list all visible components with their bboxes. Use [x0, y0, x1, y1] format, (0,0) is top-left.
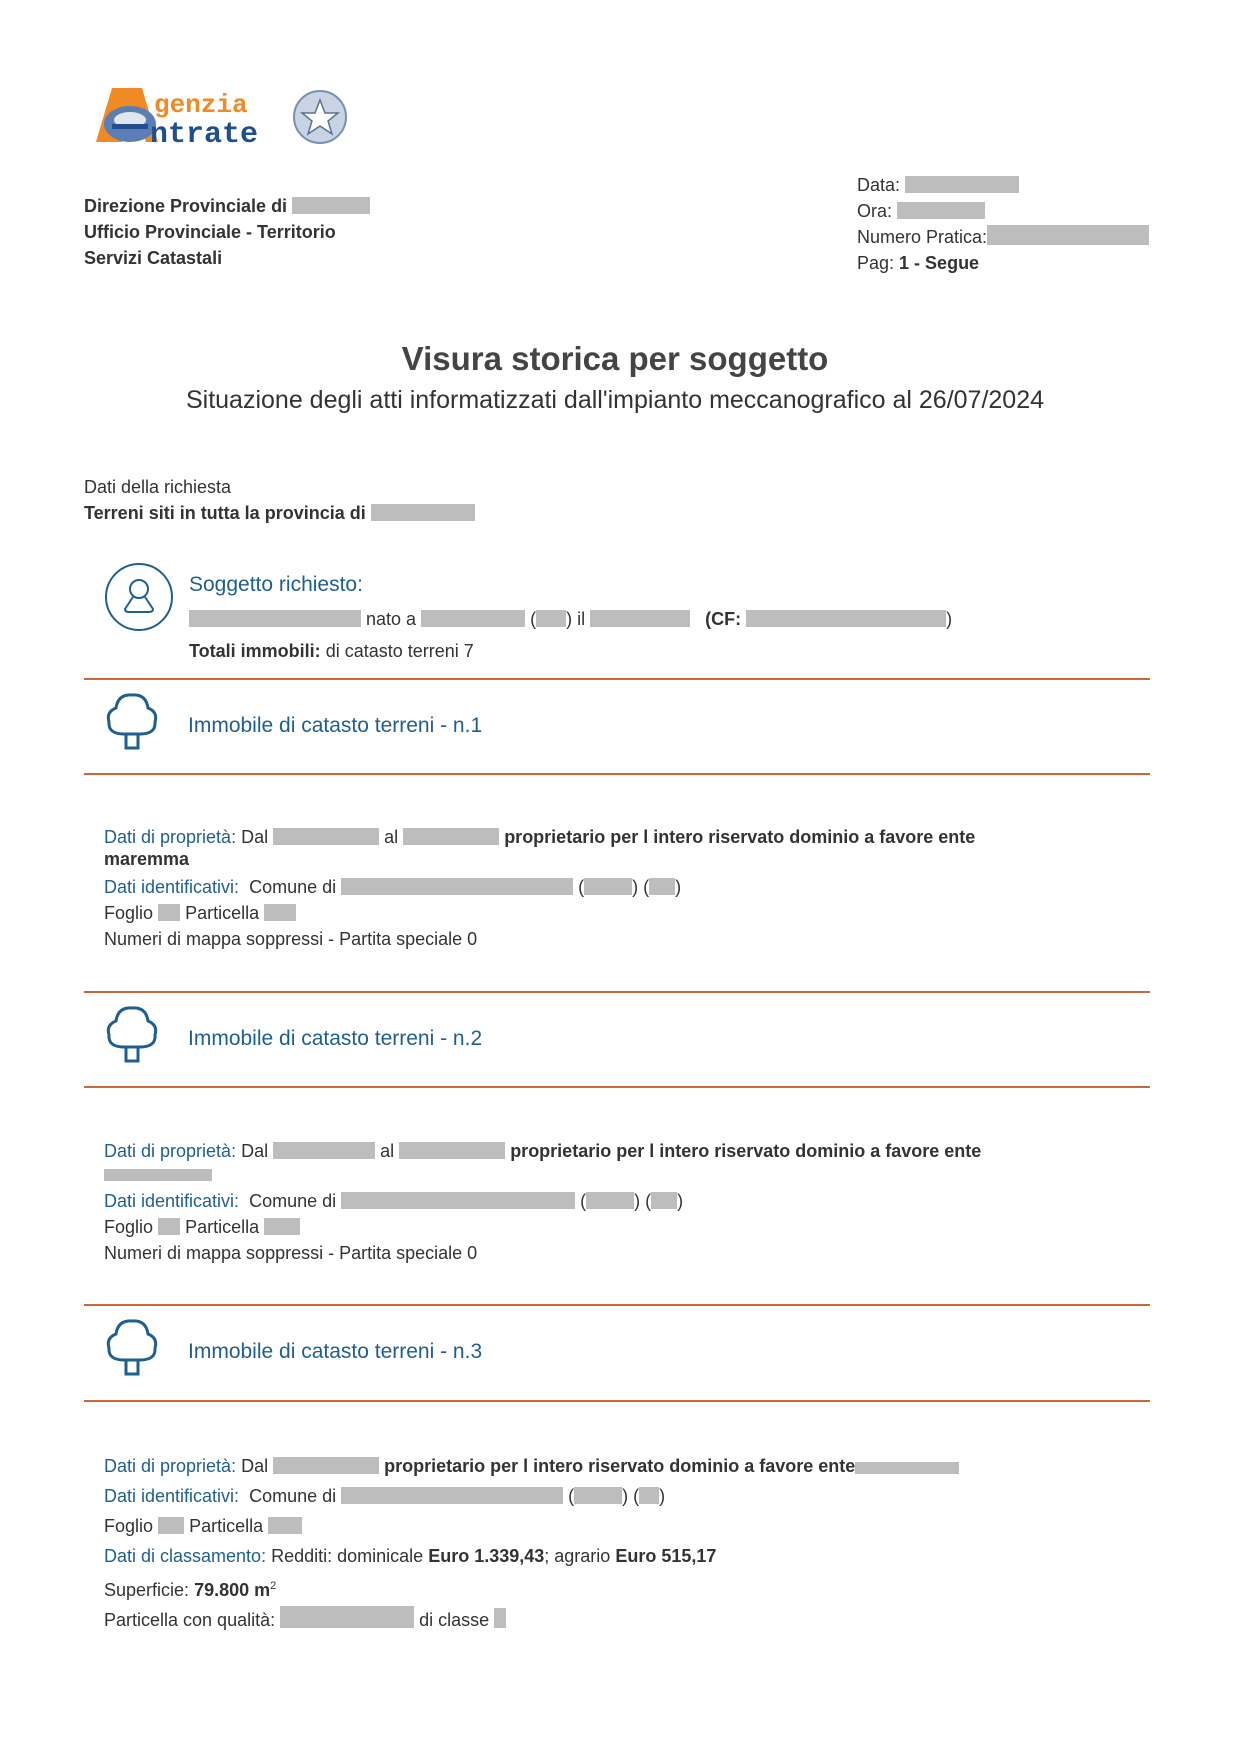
immobile-3-details [104, 1451, 959, 1635]
foglio-row: Foglio Particella [104, 900, 975, 926]
classamento-row: Dati di classamento: Redditi: dominicale Euro 1.339,43; agrario Euro 515,17 [104, 1546, 717, 1566]
redacted [639, 1487, 659, 1504]
data-row: Data: [857, 172, 1149, 198]
redacted [494, 1608, 506, 1628]
proprieta-row: Dati di proprietà: Dal al proprietario per l intero riservato dominio a favore ente [104, 827, 976, 847]
request-block [84, 474, 475, 526]
proprieta-row: Dati di proprietà: Dal proprietario per l intero riservato dominio a favore ente [104, 1451, 959, 1481]
divider [84, 1304, 1150, 1306]
page-title: Visura storica per soggetto [401, 340, 829, 377]
immobile-2-details [104, 1138, 981, 1266]
qualita-row: Particella con qualità: di classe [104, 1605, 959, 1635]
redacted [403, 828, 499, 845]
redacted [987, 225, 1149, 245]
redacted [292, 197, 370, 214]
divider [84, 1086, 1150, 1088]
redacted [574, 1487, 622, 1504]
ora-row: Ora: [857, 198, 1149, 224]
redacted [264, 1218, 300, 1235]
direzione-line: Direzione Provinciale di [84, 193, 370, 219]
logo-graphic [92, 84, 352, 154]
redacted [371, 504, 475, 521]
divider [84, 1400, 1150, 1402]
redacted [399, 1142, 505, 1159]
ente-row [104, 1164, 981, 1182]
ufficio-line: Ufficio Provinciale - Territorio [84, 222, 336, 242]
agenzia-entrate-logo [92, 84, 352, 154]
redacted [273, 828, 379, 845]
numeri-row: Numeri di mappa soppressi - Partita speciale 0 [104, 929, 478, 949]
redacted [104, 1169, 212, 1181]
meta-block [857, 172, 1149, 276]
redacted [586, 1192, 634, 1209]
foglio-row: Foglio Particella [104, 1511, 959, 1541]
office-block [84, 193, 370, 271]
divider [84, 991, 1150, 993]
redacted [590, 610, 690, 627]
tree-icon [104, 1316, 160, 1383]
immobile-1-header: Immobile di catasto terreni - n.1 [188, 714, 483, 737]
redacted [158, 1517, 184, 1534]
redacted [268, 1517, 302, 1534]
proprieta-row: Dati di proprietà: Dal al proprietario per l intero riservato dominio a favore ente [104, 1141, 982, 1161]
redacted [584, 878, 632, 895]
superficie-row: Superficie: 79.800 $m^2$ [104, 1580, 277, 1600]
redacted [158, 904, 180, 921]
redacted [746, 610, 946, 627]
tree-icon [104, 1003, 160, 1070]
tree-icon [104, 690, 160, 757]
numeri-row: Numeri di mappa soppressi - Partita speciale 0 [104, 1243, 478, 1263]
divider [84, 678, 1150, 680]
user-icon [105, 563, 173, 631]
request-terreni: Terreni siti in tutta la provincia di [84, 500, 475, 526]
immobile-2-header: Immobile di catasto terreni - n.2 [188, 1027, 483, 1050]
redacted [280, 1606, 414, 1628]
subject-totals: Totali immobili: di catasto terreni 7 [189, 641, 474, 661]
redacted [189, 610, 361, 627]
svg-text:ntrate: ntrate [150, 118, 259, 152]
redacted [536, 610, 566, 627]
redacted [273, 1457, 379, 1474]
identificativi-row: Dati identificativi: Comune di ( ) ( ) [104, 1486, 666, 1506]
subject-details: nato a ( ) il (CF: ) [189, 609, 952, 630]
svg-text:genzia: genzia [154, 90, 248, 120]
redacted [273, 1142, 375, 1159]
redacted [421, 610, 525, 627]
redacted [158, 1218, 180, 1235]
redacted [341, 1487, 563, 1504]
immobile-1-details [104, 824, 975, 952]
immobile-3-header: Immobile di catasto terreni - n.3 [188, 1340, 483, 1363]
servizi-line: Servizi Catastali [84, 248, 223, 268]
pratica-row: Numero Pratica: [857, 224, 1149, 250]
redacted [897, 202, 985, 219]
redacted [264, 904, 296, 921]
redacted [649, 878, 675, 895]
identificativi-row: Dati identificativi: Comune di ( ) ( ) [104, 1191, 684, 1211]
request-label: Dati della richiesta [84, 477, 232, 497]
page-subtitle: Situazione degli atti informatizzati dall'impianto meccanografico al 26/07/2024 [185, 386, 1045, 414]
identificativi-row: Dati identificativi: Comune di ( ) ( ) [104, 877, 682, 897]
redacted [855, 1462, 959, 1474]
pagina-row: Pag: 1 - Segue [857, 253, 980, 273]
redacted [341, 1192, 575, 1209]
divider [84, 773, 1150, 775]
subject-title: Soggetto richiesto: [189, 573, 363, 596]
redacted [651, 1192, 677, 1209]
redacted [905, 176, 1019, 193]
ente-value: maremma [104, 849, 190, 869]
redacted [341, 878, 573, 895]
foglio-row: Foglio Particella [104, 1214, 981, 1240]
